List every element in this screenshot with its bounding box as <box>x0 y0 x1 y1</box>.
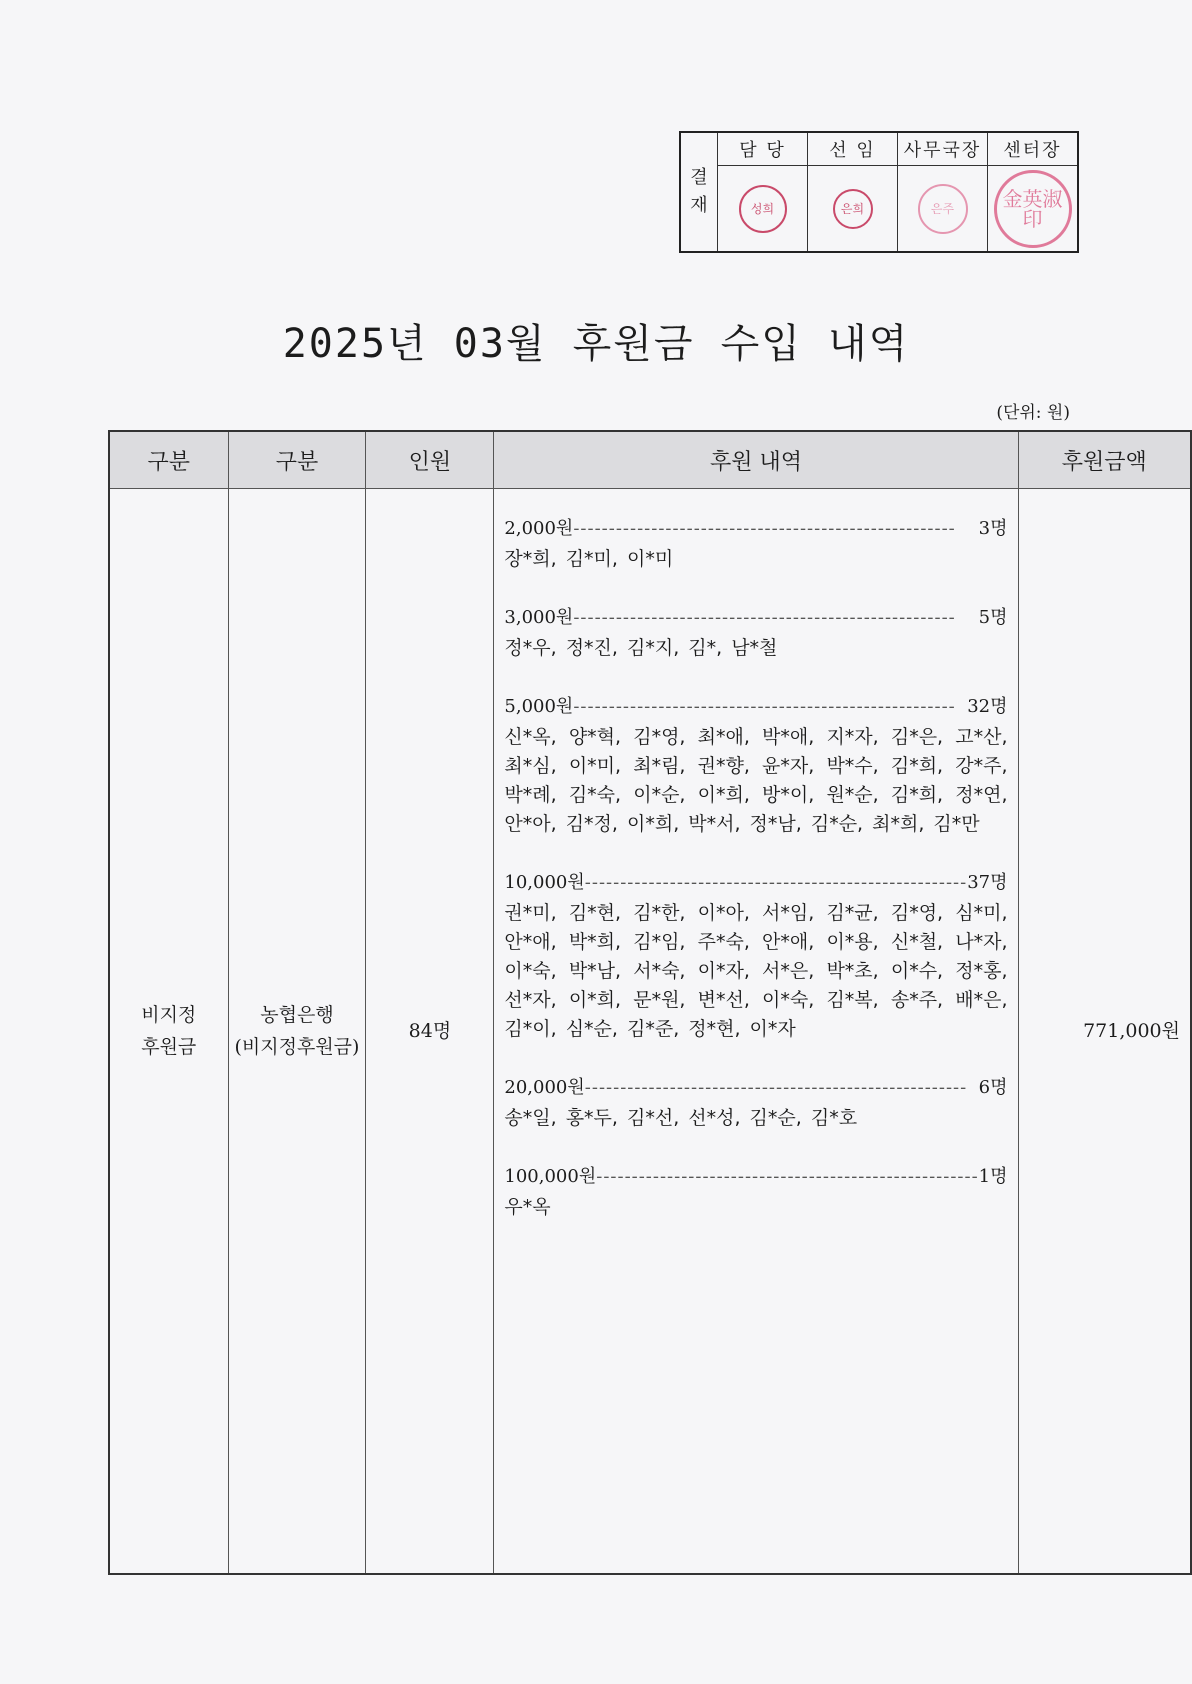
approval-box <box>679 131 1079 253</box>
tier-names: 장*희, 김*미, 이*미 <box>504 548 674 570</box>
role-center-director: 센터장 <box>988 132 1079 166</box>
header-people: 인원 <box>366 431 494 489</box>
stamp-cell-secretary-general <box>898 166 988 252</box>
seal-stamp-icon: 은희 <box>833 189 873 229</box>
category-text: 비지정 후원금 <box>141 1004 197 1058</box>
tier-names: 권*미, 김*현, 김*한, 이*아, 서*임, 김*균, 김*영, 심*미, 안*애, 박*희, 김*임, 주*숙, 안*애, 이*용, 신*철, 나*자, 이*숙, 박*남, 서*숙, 이*자, 서*은, 박*초, 이*수, 정*홍, 선*자, 이*희, 문*원, 변*선, 이*숙, 김*복, 송*주, 배*은, 김*이, 심*순, 김*준, 정*현, 이*자 <box>504 902 1008 1040</box>
seal-stamp-icon: 성희 <box>739 185 787 233</box>
seal-stamp-icon: 金英淑印 <box>994 170 1072 248</box>
tier-count: 5명 <box>978 607 1008 628</box>
stamp-cell-center-director <box>988 166 1079 252</box>
tier-count: 3명 <box>978 518 1008 539</box>
role-senior: 선 임 <box>808 132 898 166</box>
tier-group: 100,000원 ------------------------------------------------------ 1명 우*옥 <box>504 1161 1007 1222</box>
tier-count: 37명 <box>967 872 1008 893</box>
header-source: 구분 <box>228 431 366 489</box>
tier-amount: 5,000원 <box>504 696 574 717</box>
cell-total-amount: 771,000원 <box>1018 489 1191 1575</box>
role-staff: 담 당 <box>718 132 808 166</box>
tier-amount: 100,000원 <box>504 1166 597 1187</box>
role-secretary-general: 사무국장 <box>898 132 988 166</box>
tier-amount: 10,000원 <box>504 872 585 893</box>
source-text: 농협은행 (비지정후원금) <box>234 1004 360 1058</box>
stamp-cell-senior <box>808 166 898 252</box>
approval-side-char: 재 <box>690 195 708 216</box>
tier-group: 20,000원 ------------------------------------------------------ 6명 송*일, 홍*두, 김*선, 선*성, 김*순, 김*호 <box>504 1072 1007 1133</box>
tier-amount: 3,000원 <box>504 607 574 628</box>
stamp-cell-staff <box>718 166 808 252</box>
tier-group: 5,000원 ------------------------------------------------------ 32명 신*옥, 양*혁, 김*영, 최*애, 박*애, 지*자, 김*은, 고*산, 최*심, 이*미, 최*림, 권*향, 윤*자, 박*수, 김*희, 강*주, 박*례, 김*숙, 이*순, 이*희, 방*이, 원*순, 김*희, 정*연, 안*아, 김*정, 이*희, 박*서, 정*남, 김*순, 최*희, 김*만 <box>504 691 1007 839</box>
header-amount: 후원금액 <box>1018 431 1191 489</box>
header-detail: 후원 내역 <box>494 431 1018 489</box>
page-title: 2025년 03월 후원금 수입 내역 <box>282 321 910 367</box>
approval-side-label <box>680 132 718 252</box>
cell-category <box>109 489 228 1575</box>
tier-names: 송*일, 홍*두, 김*선, 선*성, 김*순, 김*호 <box>504 1107 858 1129</box>
tier-names: 우*옥 <box>504 1196 551 1218</box>
tier-amount: 20,000원 <box>504 1077 585 1098</box>
approval-side-char: 결 <box>690 167 708 188</box>
unit-note: (단위: 원) <box>996 403 1070 423</box>
cell-source <box>228 489 366 1575</box>
tier-count: 32명 <box>967 696 1008 717</box>
tier-amount: 2,000원 <box>504 518 574 539</box>
seal-stamp-icon: 은주 <box>918 184 968 234</box>
tier-group: 2,000원 ------------------------------------------------------ 3명 장*희, 김*미, 이*미 <box>504 513 1007 574</box>
tier-names: 정*우, 정*진, 김*지, 김*, 남*철 <box>504 637 778 659</box>
tier-group: 10,000원 ------------------------------------------------------ 37명 권*미, 김*현, 김*한, 이*아, 서*임, 김*균, 김*영, 심*미, 안*애, 박*희, 김*임, 주*숙, 안*애, 이*용, 신*철, 나*자, 이*숙, 박*남, 서*숙, 이*자, 서*은, 박*초, 이*수, 정*홍, 선*자, 이*희, 문*원, 변*선, 이*숙, 김*복, 송*주, 배*은, 김*이, 심*순, 김*준, 정*현, 이*자 <box>504 867 1007 1044</box>
tier-count: 6명 <box>978 1077 1008 1098</box>
donation-table <box>108 430 1192 1575</box>
tier-group: 3,000원 ------------------------------------------------------ 5명 정*우, 정*진, 김*지, 김*, 남*철 <box>504 602 1007 663</box>
header-category: 구분 <box>109 431 228 489</box>
cell-people: 84명 <box>366 489 494 1575</box>
tier-names: 신*옥, 양*혁, 김*영, 최*애, 박*애, 지*자, 김*은, 고*산, 최*심, 이*미, 최*림, 권*향, 윤*자, 박*수, 김*희, 강*주, 박*례, 김*숙, 이*순, 이*희, 방*이, 원*순, 김*희, 정*연, 안*아, 김*정, 이*희, 박*서, 정*남, 김*순, 최*희, 김*만 <box>504 726 1008 835</box>
cell-detail <box>494 489 1018 1575</box>
tier-count: 1명 <box>978 1166 1008 1187</box>
